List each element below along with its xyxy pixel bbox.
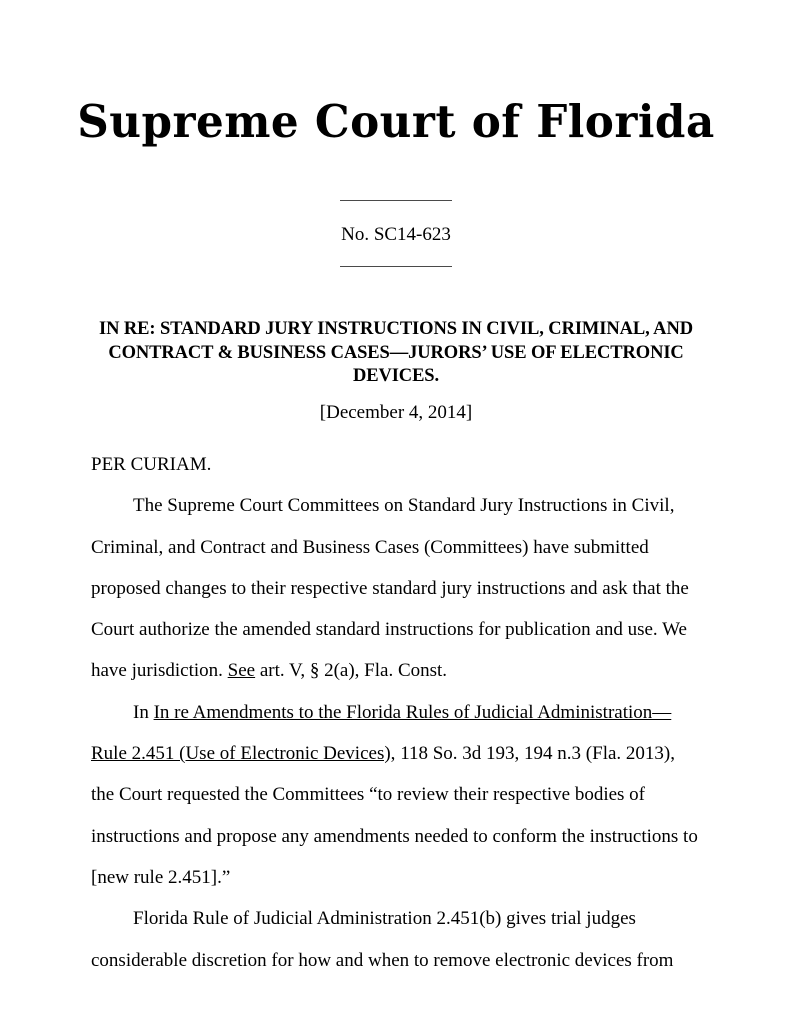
court-title: Supreme Court of Florida — [77, 95, 715, 148]
case-number: No. SC14-623 — [341, 224, 451, 245]
opinion-date: [December 4, 2014] — [319, 402, 473, 423]
case-heading: IN RE: STANDARD JURY INSTRUCTIONS IN CIVIL, CRIMINAL, AND CONTRACT & BUSINESS CASES—JURORS’ USE OF ELECTRONIC DEVICES. — [99, 319, 693, 386]
paragraph-1-text-after-signal: art. V, § 2(a), Fla. Const. — [255, 660, 448, 682]
paragraph-2-lead-in: In — [133, 701, 154, 723]
case-number-block — [0, 200, 792, 267]
paragraph-jurisdiction — [91, 485, 700, 691]
case-citation-underlined: In re Amendments to the Florida Rules of Judicial Administration—Rule 2.451 (Use of Electronic Devices), — [91, 701, 672, 765]
paragraph-prior-opinion — [91, 692, 700, 898]
citation-signal-see: See — [227, 660, 256, 682]
paragraph-2-reporter-citation: 118 So. 3d 193, 194 n.3 (Fla. 2013), the Court requested the Committees “to review their respective bodies of instructions and propose any amendments needed to conform the instructions to [new rule 2.451].” — [91, 743, 698, 888]
opinion-body — [91, 444, 700, 981]
divider-rule-bottom — [340, 266, 452, 267]
paragraph-1-text-before-signal: The Supreme Court Committees on Standard Jury Instructions in Civil, Criminal, and Contract and Business Cases (Committees) have submitted proposed changes to their respective standard jury instructions and ask that the Court authorize the amended standard instructions for publication and use. We have jurisdiction. — [91, 495, 689, 682]
byline-per-curiam: PER CURIAM. — [91, 454, 212, 475]
paragraph-rule-2451b: Florida Rule of Judicial Administration 2.451(b) gives trial judges considerable discretion for how and when to remove electronic devices from — [91, 908, 674, 971]
